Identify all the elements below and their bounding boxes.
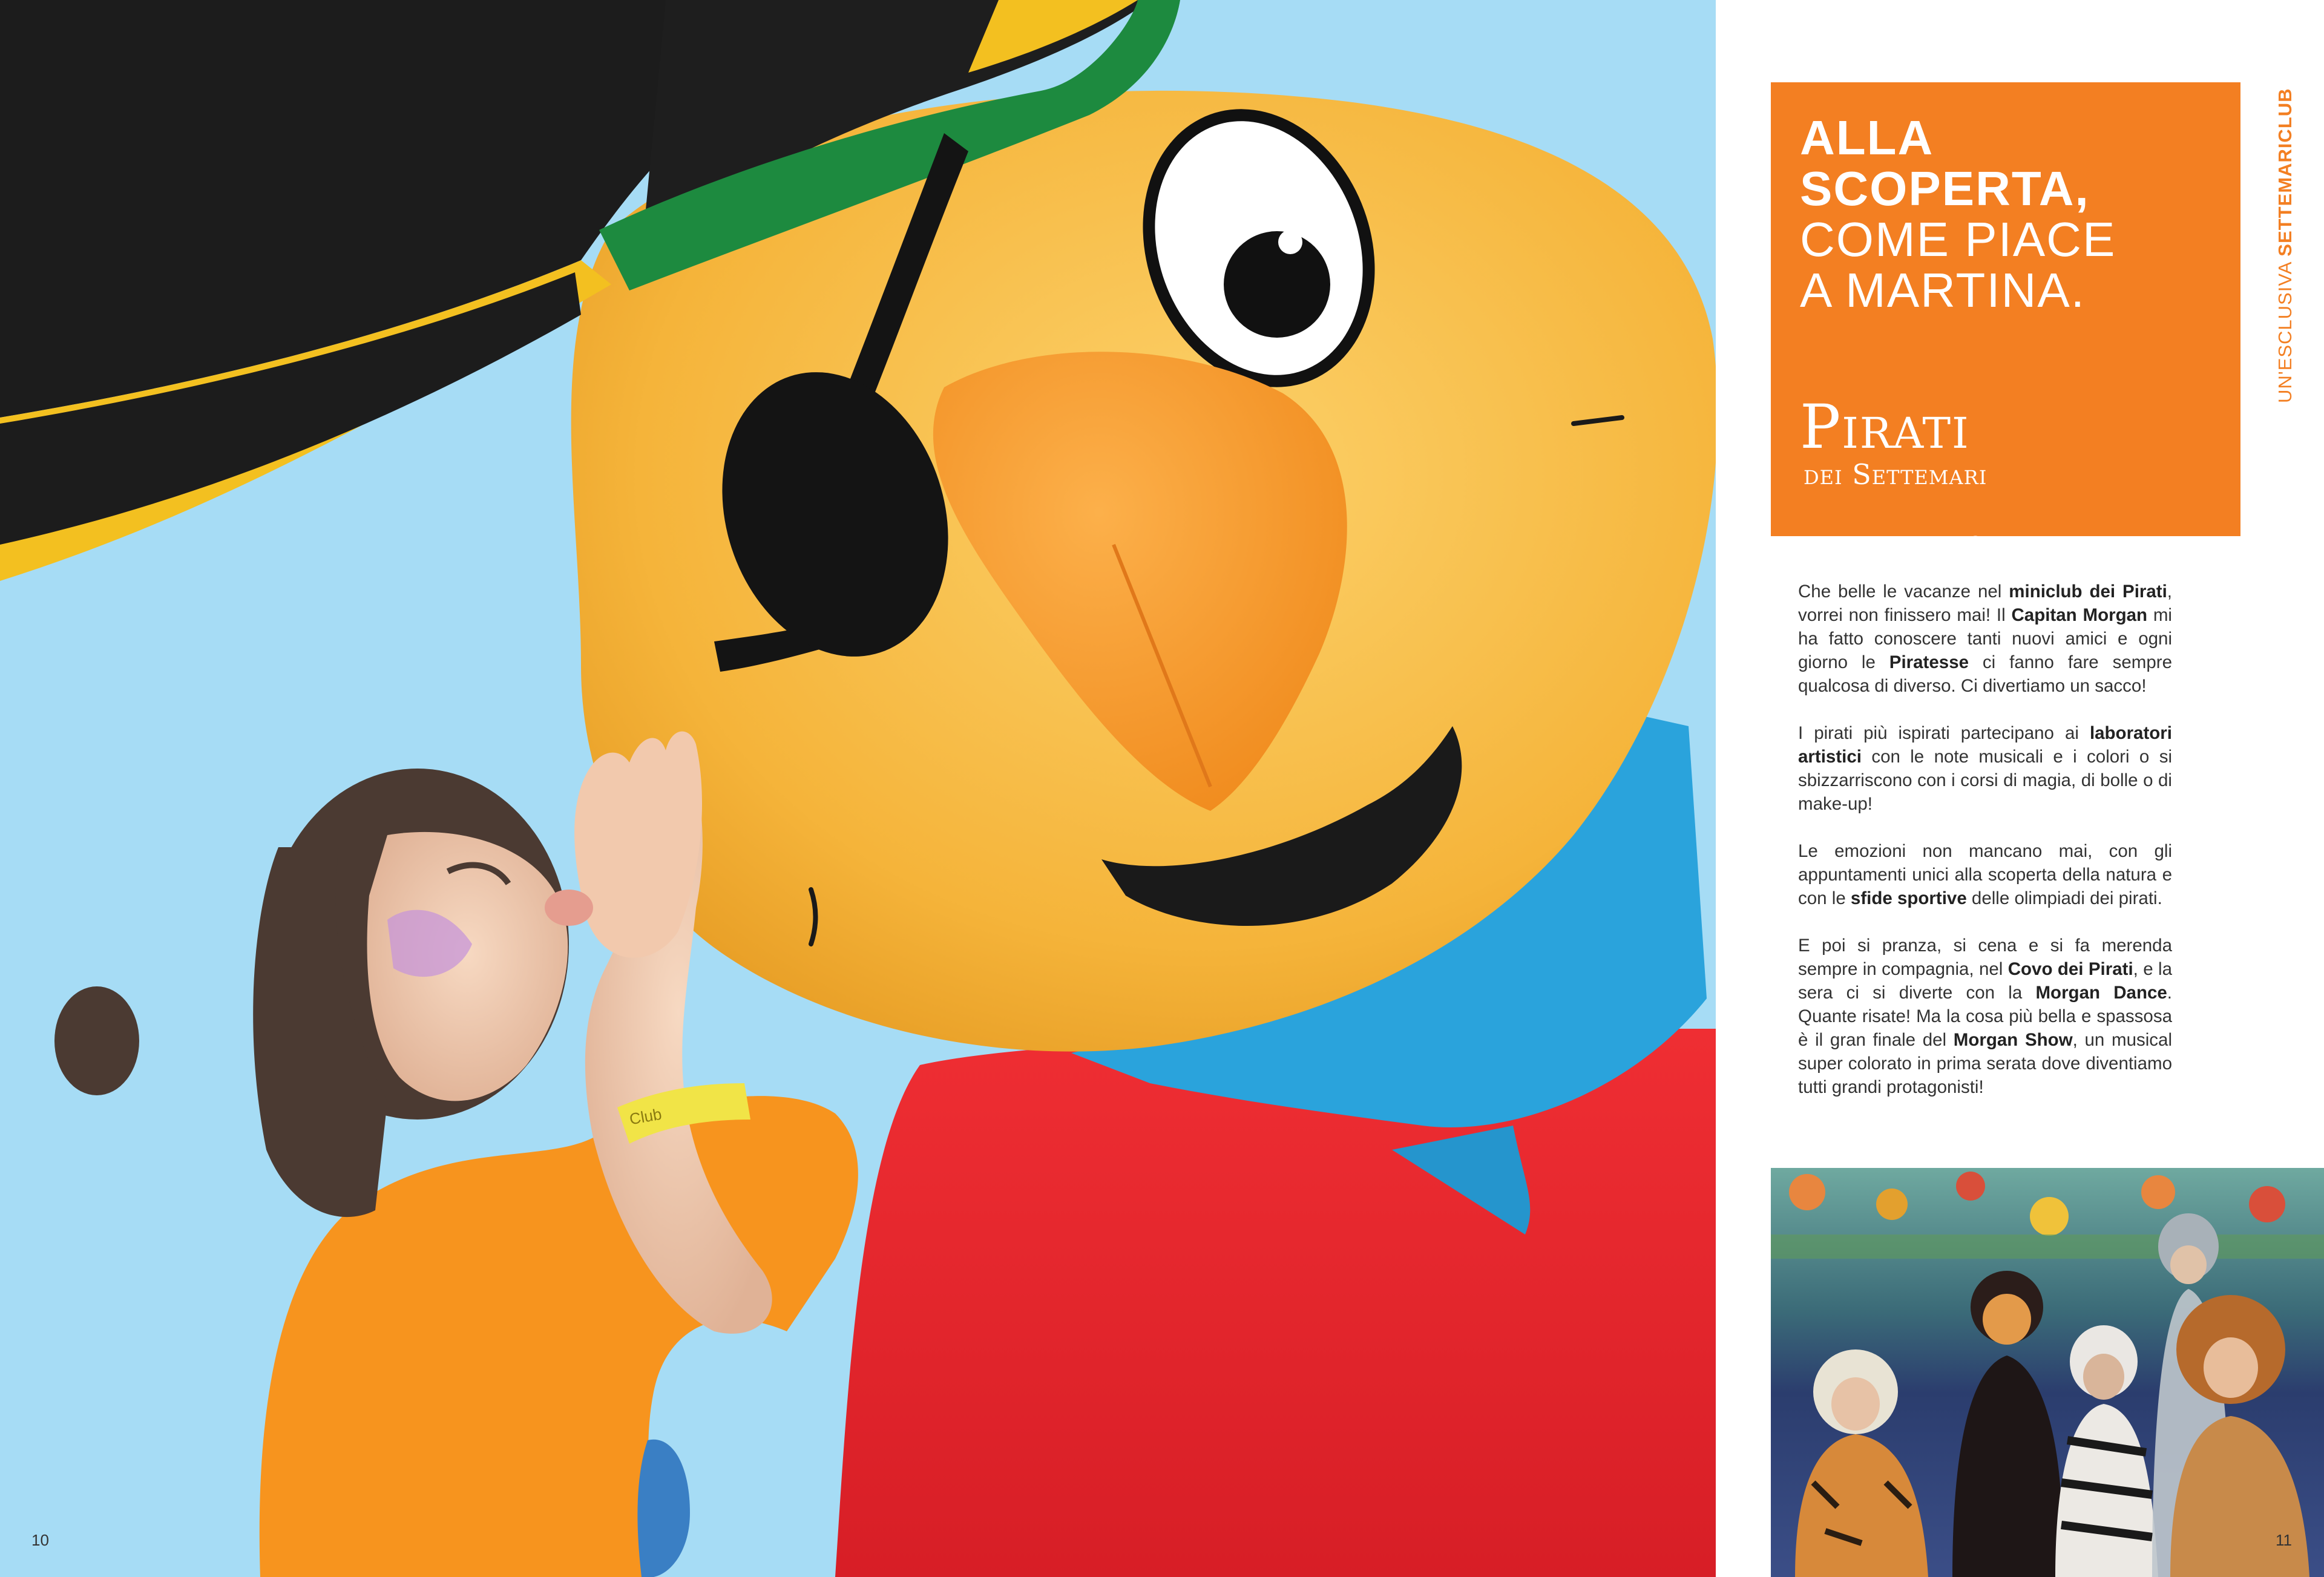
page-number-left: 10 <box>31 1531 49 1549</box>
body-paragraph <box>1798 580 2172 698</box>
body-segment: , un musical super colorato in prima serata dove diventiamo tutti grandi protagonisti! <box>1798 1030 2172 1097</box>
stage-show-illustration <box>1771 1168 2324 1577</box>
skull-icon <box>1963 534 1988 558</box>
body-segment: E poi si pranza, si cena e si fa merenda sempre in compagnia, nel <box>1798 936 2172 979</box>
body-highlight: Piratesse <box>1889 652 1969 672</box>
side-label <box>2250 82 2296 403</box>
body-highlight: laboratori artistici <box>1798 723 2172 767</box>
body-highlight: sfide sportive <box>1850 888 1967 908</box>
title-line-3: COME PIACE <box>1800 212 2116 266</box>
body-segment: . Quante risate! Ma la cosa più bella e spassosa è il gran finale del <box>1798 983 2172 1050</box>
body-text <box>1798 580 2172 1123</box>
body-paragraph <box>1798 721 2172 816</box>
side-label-brand: SETTEMARICLUB <box>2274 88 2296 257</box>
logo-line-2: dei Settemari <box>1804 458 1988 491</box>
title-line-1: ALLA <box>1800 111 1934 165</box>
body-segment: Che belle le vacanze nel <box>1798 582 2009 602</box>
title-line-2: SCOPERTA, <box>1800 162 2090 215</box>
body-segment: Le emozioni non mancano mai, con gli appuntamenti unici alla scoperta della natura e con le <box>1798 841 2172 908</box>
page-title <box>1800 113 2116 316</box>
body-highlight: Capitan Morgan <box>2011 605 2148 625</box>
mascot-body <box>835 1029 1716 1577</box>
body-segment: mi ha fatto conoscere tanti nuovi amici e ogni giorno le <box>1798 605 2172 672</box>
side-label-prefix: UN'ESCLUSIVA <box>2274 256 2296 403</box>
body-segment: , vorrei non finissero mai! Il <box>1798 582 2172 625</box>
page-number-right: 11 <box>2276 1531 2292 1549</box>
body-highlight: Morgan Dance <box>2035 983 2167 1003</box>
body-paragraph <box>1798 934 2172 1099</box>
stage-show-photo <box>1771 1168 2324 1577</box>
body-segment: delle olimpiadi dei pirati. <box>1966 888 2162 908</box>
title-box <box>1771 82 2240 536</box>
title-line-4: A MARTINA. <box>1800 263 2086 317</box>
body-highlight: Covo dei Pirati <box>2007 959 2133 979</box>
logo-line-1: Pirati <box>1800 392 1970 462</box>
body-segment: ci fanno fare sempre qualcosa di diverso. Ci divertiamo un sacco! <box>1798 652 2172 696</box>
body-segment: I pirati più ispirati partecipano ai <box>1798 723 2090 743</box>
body-segment: con le note musicali e i colori o si sbizzarriscono con i corsi di magia, di bolle o di make-up! <box>1798 747 2172 814</box>
pirati-logo <box>1800 392 1988 491</box>
body-segment: , e la sera ci si diverte con la <box>1798 959 2172 1003</box>
body-paragraph <box>1798 839 2172 910</box>
body-highlight: Morgan Show <box>1953 1030 2073 1050</box>
body-highlight: miniclub dei Pirati <box>2009 582 2167 602</box>
wristband-text: Club <box>628 1104 663 1129</box>
